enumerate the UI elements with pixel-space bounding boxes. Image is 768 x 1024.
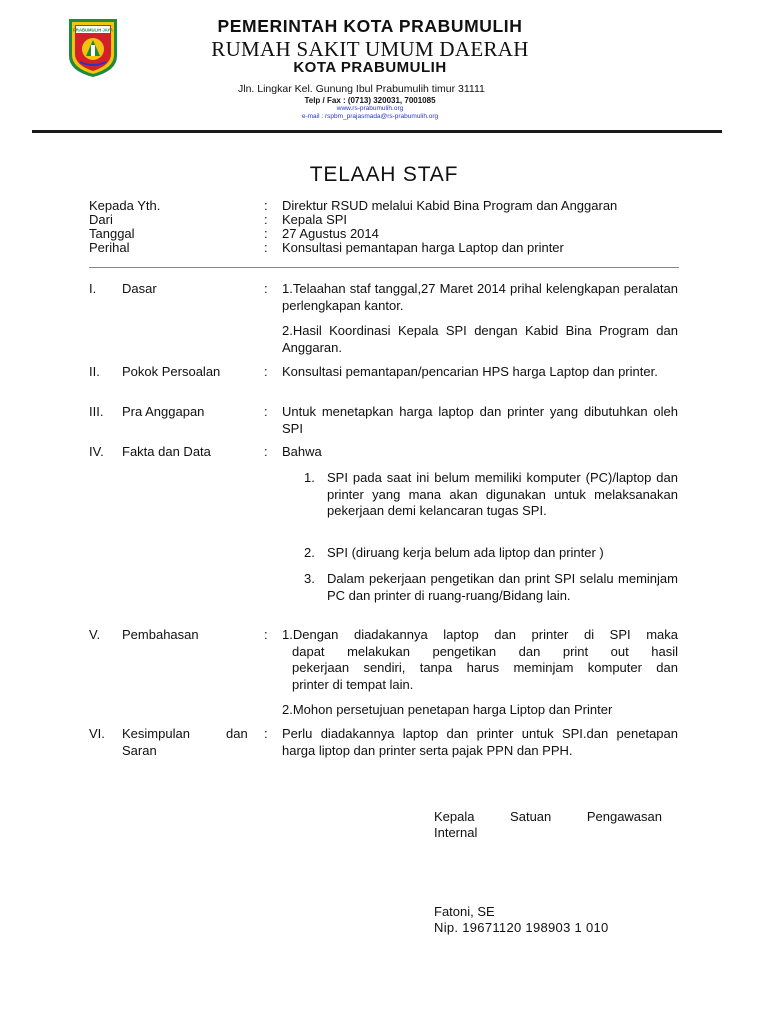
signature-nip: Nip. 19671120 198903 1 010 xyxy=(434,920,609,935)
letterhead-address: Jln. Lingkar Kel. Gunung Ibul Prabumulih timur 31111 xyxy=(238,83,485,95)
meta-value: Kepala SPI xyxy=(282,212,348,227)
section-title: Pembahasan xyxy=(122,627,199,642)
list-item-number: 1. xyxy=(304,470,315,485)
meta-label: Kepada Yth. xyxy=(89,198,161,213)
meta-colon: : xyxy=(264,240,268,255)
document-title: TELAAH STAF xyxy=(309,163,459,186)
pembahasan-point-2: 2.Mohon persetujuan penetapan harga Liptop dan Printer xyxy=(282,702,613,717)
section-colon: : xyxy=(264,404,268,419)
pembahasan-line: dapat melakukan pengetikan dan print out hasil xyxy=(292,643,678,659)
meta-value: 27 Agustus 2014 xyxy=(282,226,379,241)
meta-label: Tanggal xyxy=(89,226,135,241)
signature-name: Fatoni, SE xyxy=(434,904,495,919)
meta-colon: : xyxy=(264,212,268,227)
section-title: Fakta dan Data xyxy=(122,444,211,459)
kesimpulan-text: Perlu diadakannya laptop dan printer untuk SPI.dan penetapan harga liptop dan printer serta pajak PPN dan PPH. xyxy=(282,726,678,758)
dasar-point-1: 1.Telaahan staf tanggal,27 Maret 2014 prihal kelengkapan peralatan perlengkapan kantor. xyxy=(282,281,678,313)
section-title-and: dan xyxy=(226,726,248,741)
logo-text: PRABUMULIH JAYA xyxy=(73,27,113,33)
section-number: III. xyxy=(89,404,104,419)
section-number: IV. xyxy=(89,444,104,459)
letterhead-hospital: RUMAH SAKIT UMUM DAERAH xyxy=(211,37,529,61)
section-number: I. xyxy=(89,281,97,296)
meta-label: Dari xyxy=(89,212,113,227)
signature-position-line1: Kepala Satuan Pengawasan xyxy=(434,809,662,824)
letterhead-city: KOTA PRABUMULIH xyxy=(293,59,447,76)
meta-colon: : xyxy=(264,198,268,213)
section-colon: : xyxy=(264,627,268,642)
list-item-number: 2. xyxy=(304,545,315,560)
letterhead-divider xyxy=(32,130,722,133)
section-number: V. xyxy=(89,627,101,642)
section-colon: : xyxy=(264,726,268,741)
letterhead-email-link[interactable]: e-mail : rspbm_prajasmada@rs-prabumulih.org xyxy=(301,113,439,120)
section-title-line2: Saran xyxy=(122,742,157,758)
fakta-intro: Bahwa xyxy=(282,444,322,459)
list-item: SPI pada saat ini belum memiliki komputer (PC)/laptop dan printer yang mana akan digunakan untuk melaksanakan pekerjaan demi kelancaran tugas SPI. xyxy=(327,470,678,518)
section-number: II. xyxy=(89,364,100,379)
letterhead-government: PEMERINTAH KOTA PRABUMULIH xyxy=(217,16,523,36)
letterhead-website-link[interactable]: www.rs-prabumulih.org xyxy=(336,105,404,112)
list-item: SPI (diruang kerja belum ada liptop dan printer ) xyxy=(327,545,604,560)
meta-divider xyxy=(89,267,679,268)
meta-value: Direktur RSUD melalui Kabid Bina Program dan Anggaran xyxy=(282,198,618,213)
signature-position xyxy=(434,809,662,841)
section-colon: : xyxy=(264,281,268,296)
meta-label: Perihal xyxy=(89,240,130,255)
pembahasan-line: pekerjaan sendiri, tanpa harus meminjam komputer dan xyxy=(292,660,678,675)
list-item-number: 3. xyxy=(304,571,315,586)
section-title: Pokok Persoalan xyxy=(122,364,221,379)
section-number: VI. xyxy=(89,726,105,741)
section-title: Pra Anggapan xyxy=(122,404,205,419)
meta-value: Konsultasi pemantapan harga Laptop dan printer xyxy=(282,240,564,255)
letterhead-telp: Telp / Fax : (0713) 320031, 7001085 xyxy=(304,96,436,105)
list-item: Dalam pekerjaan pengetikan dan print SPI selalu meminjam PC dan printer di ruang-ruang/Bidang lain. xyxy=(327,571,678,603)
section-title: Kesimpulan xyxy=(122,726,190,741)
pokok-text: Konsultasi pemantapan/pencarian HPS harga Laptop dan printer. xyxy=(282,364,658,379)
section-colon: : xyxy=(264,444,268,459)
pra-text: Untuk menetapkan harga laptop dan printer yang dibutuhkan oleh SPI xyxy=(282,404,678,436)
dasar-point-2: 2.Hasil Koordinasi Kepala SPI dengan Kabid Bina Program dan Anggaran. xyxy=(282,323,678,355)
section-colon: : xyxy=(264,364,268,379)
section-title: Dasar xyxy=(122,281,157,296)
meta-colon: : xyxy=(264,226,268,241)
pembahasan-line: 1.Dengan diadakannya laptop dan printer di SPI maka xyxy=(282,627,678,642)
pembahasan-line: printer di tempat lain. xyxy=(292,676,414,692)
pembahasan-point-1 xyxy=(282,627,678,693)
city-emblem-logo xyxy=(66,16,120,78)
signature-position-line2: Internal xyxy=(434,825,478,840)
